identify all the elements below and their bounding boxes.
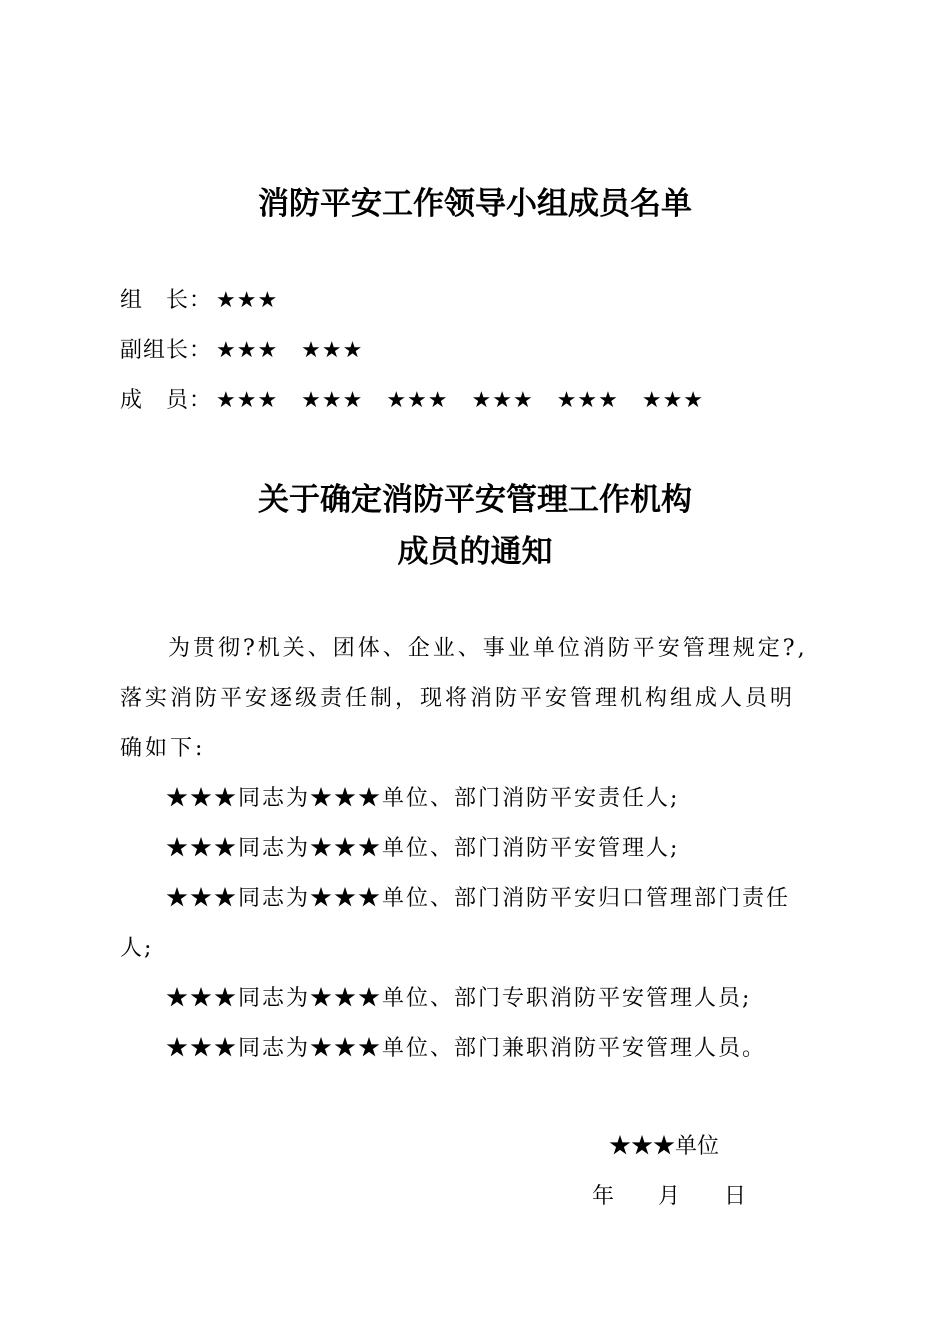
- signature-date: [592, 1182, 746, 1212]
- roster-deputy-label: 副组长：: [120, 338, 213, 363]
- signature-month: 月: [658, 1184, 681, 1209]
- roster-member-label: 成 员：: [120, 388, 213, 413]
- signature-day: 日: [724, 1184, 747, 1209]
- notice-title-line1: 关于确定消防平安管理工作机构: [258, 482, 692, 518]
- appointment-line: ★★★同志为★★★单位、部门消防平安管理人;: [166, 836, 680, 861]
- appointment-line: ★★★同志为★★★单位、部门专职消防平安管理人员;: [166, 986, 752, 1011]
- roster-member-line: [120, 386, 704, 416]
- roster-deputy-names: ★★★ ★★★: [216, 338, 364, 363]
- leadership-title: 消防平安工作领导小组成员名单: [258, 186, 692, 222]
- roster-leader-line: [120, 286, 278, 316]
- appointment-line: ★★★同志为★★★单位、部门兼职消防平安管理人员。: [166, 1036, 767, 1061]
- signature-unit: ★★★单位: [609, 1134, 720, 1159]
- appointment-line: ★★★同志为★★★单位、部门消防平安责任人;: [166, 786, 680, 811]
- intro-line-2: 落实消防平安逐级责任制，现将消防平安管理机构组成人员明: [120, 686, 796, 711]
- notice-title-line2: 成员的通知: [397, 534, 553, 570]
- roster-member-names: ★★★ ★★★ ★★★ ★★★ ★★★ ★★★: [216, 388, 705, 413]
- signature-year: 年: [592, 1184, 615, 1209]
- roster-deputy-line: [120, 336, 363, 366]
- intro-line-1: 为贯彻?机关、团体、企业、事业单位消防平安管理规定?,: [168, 636, 808, 661]
- roster-leader-names: ★★★: [216, 288, 279, 313]
- appointment-line-wrap: 人;: [120, 936, 154, 961]
- appointment-line: ★★★同志为★★★单位、部门消防平安归口管理部门责任: [166, 886, 791, 911]
- intro-line-3: 确如下:: [120, 736, 206, 761]
- roster-leader-label: 组 长：: [120, 288, 213, 313]
